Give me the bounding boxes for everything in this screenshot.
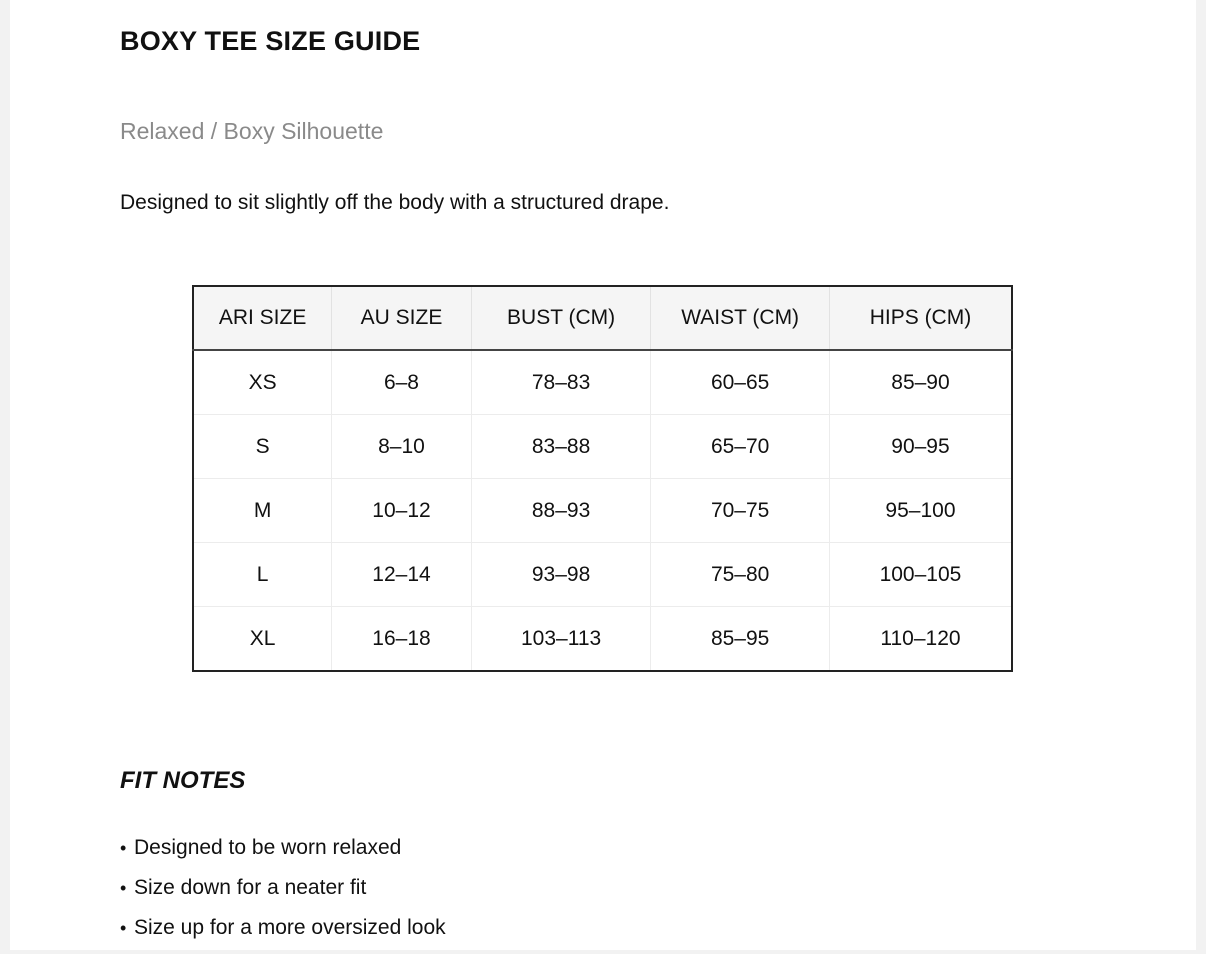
cell-au-size: 10–12 bbox=[332, 479, 472, 543]
cell-waist: 75–80 bbox=[651, 543, 830, 607]
cell-bust: 78–83 bbox=[471, 350, 651, 415]
table-row bbox=[193, 479, 1012, 543]
size-table bbox=[192, 285, 1013, 672]
cell-bust: 88–93 bbox=[471, 479, 651, 543]
page-description: Designed to sit slightly off the body with a structured drape. bbox=[120, 191, 670, 214]
page-subtitle: Relaxed / Boxy Silhouette bbox=[120, 118, 384, 144]
cell-au-size: 12–14 bbox=[332, 543, 472, 607]
cell-hips: 85–90 bbox=[829, 350, 1012, 415]
list-item bbox=[120, 874, 446, 914]
cell-waist: 60–65 bbox=[651, 350, 830, 415]
cell-au-size: 8–10 bbox=[332, 415, 472, 479]
header-waist: WAIST (CM) bbox=[651, 286, 830, 350]
header-au-size: AU SIZE bbox=[332, 286, 472, 350]
cell-waist: 65–70 bbox=[651, 415, 830, 479]
fit-note-text: Designed to be worn relaxed bbox=[134, 836, 402, 859]
bullet-icon: • bbox=[120, 838, 127, 858]
table-row bbox=[193, 607, 1012, 672]
table-row bbox=[193, 415, 1012, 479]
cell-ari-size: XL bbox=[193, 607, 332, 672]
cell-hips: 110–120 bbox=[829, 607, 1012, 672]
bullet-icon: • bbox=[120, 878, 127, 898]
cell-au-size: 16–18 bbox=[332, 607, 472, 672]
document-page bbox=[10, 0, 1196, 950]
cell-waist: 85–95 bbox=[651, 607, 830, 672]
cell-bust: 103–113 bbox=[471, 607, 651, 672]
page-title: BOXY TEE SIZE GUIDE bbox=[120, 26, 421, 56]
table-row bbox=[193, 543, 1012, 607]
cell-ari-size: XS bbox=[193, 350, 332, 415]
cell-hips: 100–105 bbox=[829, 543, 1012, 607]
cell-ari-size: L bbox=[193, 543, 332, 607]
fit-notes-heading: FIT NOTES bbox=[120, 767, 246, 794]
list-item bbox=[120, 914, 446, 954]
header-ari-size: ARI SIZE bbox=[193, 286, 332, 350]
header-bust: BUST (CM) bbox=[471, 286, 651, 350]
cell-waist: 70–75 bbox=[651, 479, 830, 543]
table-row bbox=[193, 350, 1012, 415]
fit-note-text: Size up for a more oversized look bbox=[134, 916, 446, 939]
cell-hips: 95–100 bbox=[829, 479, 1012, 543]
fit-notes-list bbox=[120, 834, 446, 954]
header-hips: HIPS (CM) bbox=[829, 286, 1012, 350]
cell-au-size: 6–8 bbox=[332, 350, 472, 415]
bullet-icon: • bbox=[120, 918, 127, 938]
size-table-body bbox=[193, 350, 1012, 671]
cell-ari-size: S bbox=[193, 415, 332, 479]
cell-bust: 93–98 bbox=[471, 543, 651, 607]
fit-note-text: Size down for a neater fit bbox=[134, 876, 367, 899]
cell-bust: 83–88 bbox=[471, 415, 651, 479]
cell-ari-size: M bbox=[193, 479, 332, 543]
header-row bbox=[193, 286, 1012, 350]
size-table-header bbox=[193, 286, 1012, 350]
list-item bbox=[120, 834, 446, 874]
cell-hips: 90–95 bbox=[829, 415, 1012, 479]
